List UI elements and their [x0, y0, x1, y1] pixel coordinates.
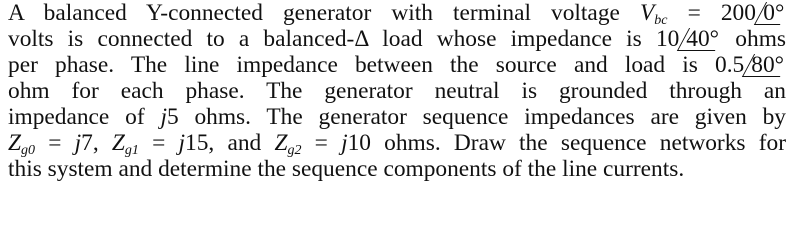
problem-text: [8, 0, 786, 182]
angle-symbol: [742, 54, 792, 77]
text-run: per phase. The line impedance between the source and load is 0.5: [8, 52, 745, 78]
imaginary-unit: j: [178, 130, 185, 156]
voltage-symbol: V: [639, 0, 655, 26]
voltage-subscript: bc: [654, 13, 668, 28]
imaginary-unit: j: [160, 104, 167, 130]
imaginary-unit: j: [341, 130, 348, 156]
text-run: ohms: [721, 26, 786, 52]
angle-value: 40°: [686, 26, 720, 52]
impedance-symbol: Z: [111, 130, 125, 156]
text-run: =: [301, 130, 342, 156]
impedance-symbol: Z: [8, 130, 22, 156]
text-run: 5 ohms. The generator sequence impedances are given by: [166, 104, 786, 130]
text-run: 10 ohms. Draw the sequence networks for: [347, 130, 786, 156]
impedance-subscript: g0: [21, 143, 36, 158]
text-run: =: [35, 130, 75, 156]
text-line-1: [8, 0, 786, 26]
text-line-6: [8, 130, 786, 156]
angle-symbol: [677, 28, 727, 51]
impedance-symbol: Z: [274, 130, 288, 156]
imaginary-unit: j: [74, 130, 82, 156]
text-run: impedance of: [8, 104, 161, 130]
text-run: 7,: [81, 130, 112, 156]
text-line-4: ohm for each phase. The generator neutral is grounded through an: [8, 78, 786, 104]
text-run: = 200: [667, 0, 756, 26]
angle-value: 0°: [763, 0, 785, 26]
impedance-subscript: g1: [124, 143, 139, 158]
text-line-2: [8, 26, 786, 52]
text-run: 15, and: [185, 130, 275, 156]
text-run: =: [138, 130, 179, 156]
text-line-7: this system and determine the sequence components of the line currents.: [8, 156, 685, 182]
angle-value: 80°: [751, 52, 785, 78]
angle-symbol: [754, 2, 792, 25]
text-run: volts is connected to a balanced-Δ load whose impedance is 10: [8, 26, 680, 52]
impedance-subscript: g2: [287, 143, 302, 158]
text-line-5: [8, 104, 786, 130]
text-line-3: [8, 52, 786, 78]
text-run: A balanced Y-connected generator with terminal voltage: [8, 0, 640, 26]
